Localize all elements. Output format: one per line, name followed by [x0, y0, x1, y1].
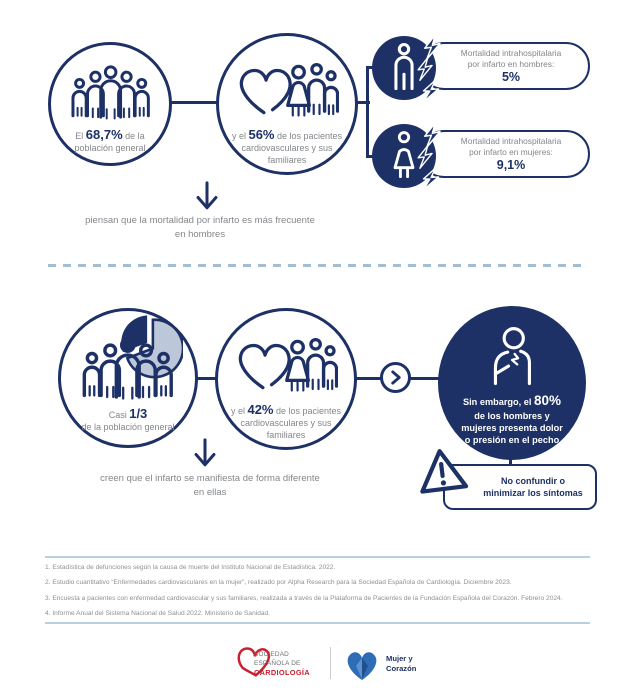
footnote-2: 2. Estudio cuantitativo “Enfermedades cardiovasculares en la mujer”, realizado por Alpha Research para la Sociedad Española de Cardiología. Diciembre 2023.	[45, 579, 512, 587]
people-group-icon	[77, 336, 177, 400]
chevron-right-icon	[388, 369, 403, 386]
stat-circle-onethird	[58, 308, 198, 448]
sec-logo-line1: SOCIEDAD	[254, 651, 289, 658]
stat-circle-population	[48, 42, 172, 166]
arrow-down-icon	[191, 438, 219, 470]
heart-people-icon	[235, 59, 339, 120]
mujer-corazon-heart-icon	[344, 649, 380, 683]
mortality-men-pill	[420, 42, 590, 90]
lightning-bolts-icon	[416, 122, 443, 192]
women-badge	[372, 124, 436, 188]
dashed-divider	[48, 264, 586, 267]
patients-stat-text: y el 56% de los pacientes cardiovasculares y sus familiares	[231, 127, 343, 166]
population-stat-text: El 68,7% de la población general	[74, 127, 146, 154]
footnotes-block	[45, 564, 605, 626]
footnote-1: 1. Estadística de defunciones según la causa de muerte del Instituto Nacional de Estadística. 2022.	[45, 564, 336, 571]
men-badge	[372, 36, 436, 100]
section2-caption: creen que el infarto se manifiesta de forma diferente en ellas	[100, 473, 320, 499]
footnote-4: 4. Informe Anual del Sistema Nacional de Salud 2022. Ministerio de Sanidad.	[45, 610, 271, 618]
logo-divider	[330, 647, 331, 679]
sec-logo-line3: CARDIOLOGÍA	[254, 668, 310, 678]
footnotes-top-rule	[45, 556, 590, 558]
patients2-stat-text: y el 42% de los pacientes cardiovasculares y sus familiares	[230, 402, 342, 441]
mujer-line1: Mujer y	[386, 654, 413, 663]
stat-circle-patients2	[215, 308, 357, 450]
mujer-corazon-text	[386, 654, 416, 674]
bracket-vertical-line	[366, 66, 369, 158]
footnote-3: 3. Encuesta a pacientes con enfermedad cardiovascular y sus familiares, realizada a través de la Plataforma de Pacientes de la Fundación Española del Corazón. Febrero 2024.	[45, 594, 563, 602]
highlight-line1: Sin embargo, el 80%	[463, 392, 561, 408]
highlight-line2: de los hombres y	[474, 410, 550, 421]
warning-line1: No confundir o	[501, 475, 565, 486]
sec-logo-line2: ESPAÑOLA DE	[254, 659, 301, 667]
mortality-men-line2: por infarto en hombres:	[467, 58, 555, 69]
mortality-women-pill	[420, 130, 590, 178]
chevron-badge	[380, 362, 411, 393]
highlight-line3: mujeres presenta dolor	[461, 422, 563, 433]
mortality-women-line2: por infarto en mujeres:	[469, 146, 553, 157]
heart-people-icon	[234, 334, 338, 395]
highlight-circle-chestpain	[438, 306, 586, 460]
lightning-bolts-icon	[416, 34, 443, 104]
mortality-women-line1: Mortalidad intrahospitalaria	[460, 135, 562, 146]
mortality-men-value: 5%	[501, 70, 521, 85]
onethird-stat-text: Casi 1/3 de la población general	[81, 406, 175, 433]
mujer-line2: Corazón	[386, 663, 417, 673]
sec-logo-text	[254, 651, 310, 678]
mortality-women-value: 9,1%	[496, 158, 526, 173]
footnotes-bottom-rule	[45, 622, 590, 624]
stat-circle-patients	[216, 33, 358, 175]
section1-caption: piensan que la mortalidad por infarto es más frecuente en hombres	[85, 215, 315, 241]
warning-line2: minimizar los síntomas	[483, 488, 583, 498]
connector-circle1-circle2	[165, 101, 221, 104]
mortality-men-line1: Mortalidad intrahospitalaria	[460, 47, 562, 58]
arrow-down-icon	[193, 181, 221, 213]
people-group-icon	[69, 64, 151, 120]
person-clutching-chest-icon	[485, 326, 539, 387]
warning-triangle-icon	[413, 444, 470, 498]
highlight-line4: o presión en el pecho	[464, 434, 560, 445]
